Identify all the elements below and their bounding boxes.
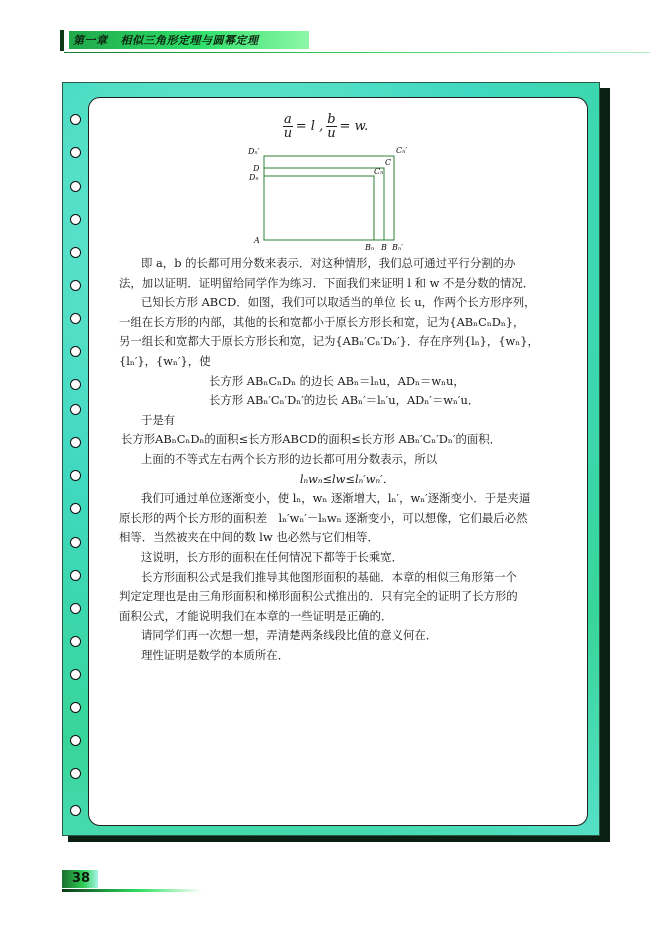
binder-ring-icon xyxy=(70,346,81,357)
paragraph-line: 请同学们再一次想一想，弄清楚两条线段比值的意义何在． xyxy=(141,628,438,643)
label-cn-prime: Cₙ′ xyxy=(396,146,408,155)
page-number: 38 xyxy=(72,871,91,886)
binder-ring-icon xyxy=(70,247,81,258)
rectangle-diagram xyxy=(244,140,419,252)
binder-ring-icon xyxy=(70,114,81,125)
binder-ring-icon xyxy=(70,570,81,581)
paragraph-line: 已知长方形 ABCD．如图，我们可以取适当的单位 长 u，作两个长方形序列， xyxy=(141,295,536,310)
paragraph-line: 这说明，长方形的面积在任何情况下都等于长乘宽． xyxy=(141,549,403,564)
binder-ring-icon xyxy=(70,313,81,324)
label-cn: Cₙ xyxy=(374,167,384,176)
inequality-formula: lₙwₙ≤lw≤lₙ′wₙ′． xyxy=(299,471,395,486)
label-c: C xyxy=(385,158,392,167)
paragraph-line: 判定定理也是由三角形面积和梯形面积公式推出的．只有完全的证明了长方形的 xyxy=(119,589,518,604)
equals-l: = l , xyxy=(295,119,324,134)
binder-ring-icon xyxy=(70,702,81,713)
denominator: u xyxy=(283,126,293,141)
abcd-rectangle xyxy=(264,168,384,240)
paragraph-line: 即 a，b 的长都可用分数来表示．对这种情形，我们总可通过平行分割的办 xyxy=(141,256,516,270)
chapter-header xyxy=(60,30,650,54)
label-a: A xyxy=(254,236,260,245)
footer-rule xyxy=(62,889,202,892)
binder-ring-icon xyxy=(70,768,81,779)
binder-ring-icon xyxy=(70,214,81,225)
binder-ring-icon xyxy=(70,181,81,192)
binder-ring-icon xyxy=(70,437,81,448)
fraction-b-u xyxy=(326,113,336,140)
binder-ring-icon xyxy=(70,470,81,481)
paragraph-line: {lₙ′}，{wₙ′}，使 xyxy=(119,353,211,368)
paragraph-line: 面积公式，才能说明我们在本章的一些证明是正确的． xyxy=(119,608,393,623)
numerator: a xyxy=(284,112,292,127)
binder-ring-icon xyxy=(70,669,81,680)
inequality-line: 长方形ABₙCₙDₙ的面积≤长方形ABCD的面积≤长方形 ABₙ′Cₙ′Dₙ′的面积． xyxy=(121,432,502,447)
binder-ring-icon xyxy=(70,636,81,647)
inner-rectangle xyxy=(264,176,374,240)
label-b: B xyxy=(381,243,387,252)
binder-ring-icon xyxy=(70,147,81,158)
paragraph-line: 于是有 xyxy=(141,412,176,427)
paragraph-line: 法，加以证明．证明留给同学作为练习．下面我们来证明 l 和 w 不是分数的情况． xyxy=(119,275,535,290)
label-bn-prime: Bₙ′ xyxy=(392,243,403,252)
label-dn: Dₙ xyxy=(249,173,259,182)
paragraph-line: 相等．当然被夹在中间的数 lw 也必然与它们相等． xyxy=(119,530,379,545)
label-dn-prime: Dₙ′ xyxy=(248,147,260,156)
paragraph-line: 长方形面积公式是我们推导其他图形面积的基础．本章的相似三角形第一个 xyxy=(141,569,517,584)
binder-ring-icon xyxy=(70,280,81,291)
header-rule xyxy=(64,52,650,53)
binder-ring-icon xyxy=(70,503,81,514)
binder-ring-icon xyxy=(70,404,81,415)
paragraph-line: 另一组长和宽都大于原长方形长和宽，记为{ABₙ′Cₙ′Dₙ′}．存在序列{lₙ}，{wₙ}， xyxy=(119,334,539,349)
fraction-a-u xyxy=(283,113,293,140)
body-text xyxy=(119,254,575,665)
label-bn: Bₙ xyxy=(365,243,375,252)
paragraph-line: 我们可通过单位逐渐变小，使 lₙ，wₙ 逐渐增大，lₙ′，wₙ′逐渐变小．于是夹逼 xyxy=(141,491,531,506)
binder-ring-icon xyxy=(70,603,81,614)
binder-ring-icon xyxy=(70,735,81,746)
denominator: u xyxy=(327,126,336,141)
binder-ring-icon xyxy=(70,805,81,816)
label-d: D xyxy=(253,164,260,173)
binder-ring-icon xyxy=(70,537,81,548)
paragraph-line: 一组在长方形的内部，其他的长和宽都小于原长方形长和宽，记为{ABₙCₙDₙ}， xyxy=(119,314,525,329)
chapter-marker-bar xyxy=(60,30,64,51)
paragraph-line: 上面的不等式左右两个长方形的边长都可用分数表示，所以 xyxy=(141,451,438,466)
chapter-title: 第一章 相似三角形定理与圆幂定理 xyxy=(73,34,259,47)
numerator: b xyxy=(327,112,336,127)
formula-a-over-u xyxy=(283,113,368,140)
paragraph-line: 原长形的两个长方形的面积差 lₙ′wₙ′－lₙwₙ 逐渐变小，可以想像，它们最后必然 xyxy=(119,510,528,525)
formula-line: 长方形 ABₙ′Cₙ′Dₙ′的边长 ABₙ′＝lₙ′u，ADₙ′＝wₙ′u． xyxy=(209,393,480,408)
equals-w: = w. xyxy=(339,119,369,134)
paragraph-line: 理性证明是数学的本质所在． xyxy=(141,647,290,662)
binder-ring-icon xyxy=(70,379,81,390)
formula-line: 长方形 ABₙCₙDₙ 的边长 ABₙ＝lₙu，ADₙ＝wₙu， xyxy=(209,373,465,388)
